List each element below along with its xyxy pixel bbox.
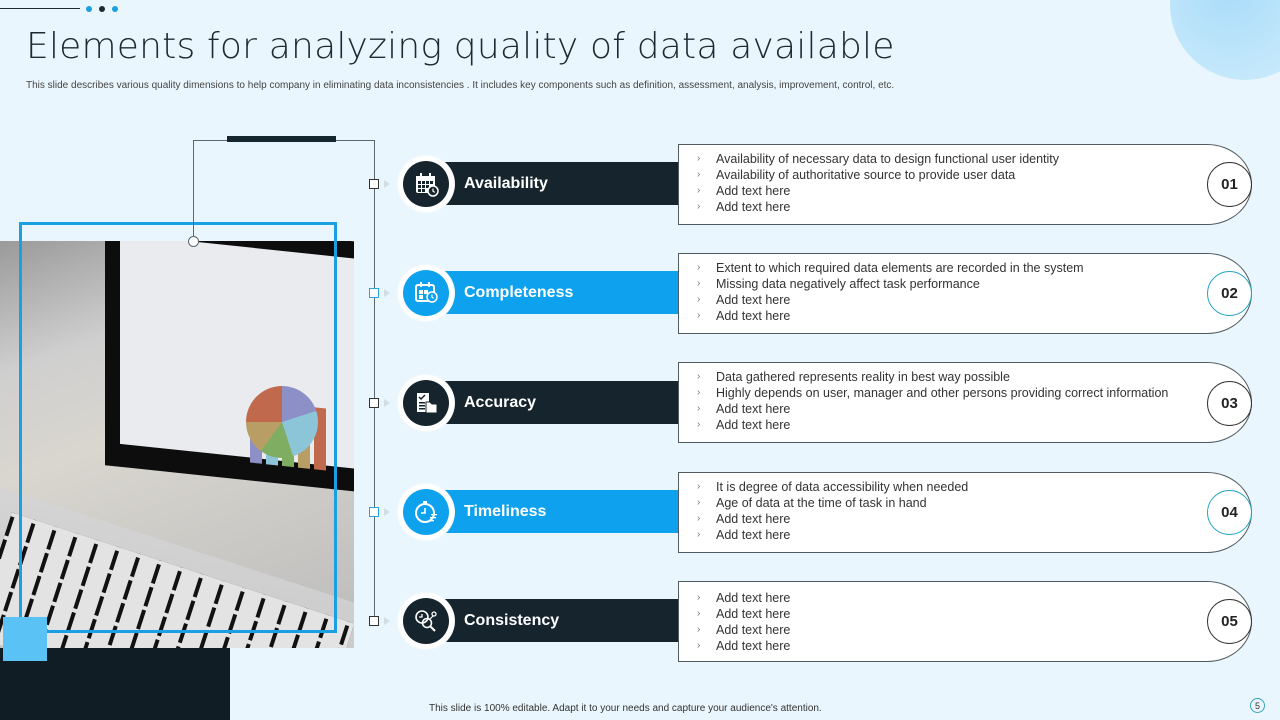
- chevron-right-icon: ›: [697, 481, 701, 492]
- chevron-right-icon: ›: [697, 278, 701, 289]
- connector-node: [369, 507, 379, 517]
- bullet-item: › Add text here: [697, 402, 791, 416]
- item-number-badge: 05: [1207, 599, 1252, 644]
- item-label: Timeliness: [464, 502, 547, 520]
- item-label-bar: [426, 381, 680, 424]
- connector-line: [193, 140, 194, 242]
- item-number-badge: 03: [1207, 381, 1252, 426]
- chevron-right-icon: ›: [697, 201, 701, 212]
- bullet-item: › Add text here: [697, 184, 791, 198]
- connector-dot: [188, 236, 199, 247]
- chevron-right-icon: ›: [697, 640, 701, 651]
- bullet-item: › Add text here: [697, 639, 791, 653]
- item-description-box: [678, 581, 1252, 662]
- item-label: Availability: [464, 174, 548, 192]
- item-icon-ring: [398, 156, 454, 212]
- top-decor-dot: [112, 6, 118, 12]
- bullet-item: › Add text here: [697, 418, 791, 432]
- item-description-box: [678, 472, 1252, 553]
- arrow-icon: [384, 617, 390, 625]
- bullet-item: › Add text here: [697, 309, 791, 323]
- arrow-icon: [384, 289, 390, 297]
- item-description-box: [678, 362, 1252, 443]
- chevron-right-icon: ›: [697, 608, 701, 619]
- item-label: Consistency: [464, 611, 560, 629]
- item-icon-ring: [398, 265, 454, 321]
- connector-line: [374, 140, 375, 621]
- bullet-item: › Add text here: [697, 607, 791, 621]
- bullet-item: › Add text here: [697, 200, 791, 214]
- arrow-icon: [384, 508, 390, 516]
- bullet-item: › Add text here: [697, 293, 791, 307]
- bullet-item: › Extent to which required data elements are recorded in the system: [697, 261, 1084, 275]
- calendar-clock-icon: [403, 161, 449, 207]
- item-label-bar: [426, 490, 680, 533]
- item-number-badge: 04: [1207, 490, 1252, 535]
- item-number-badge: 01: [1207, 162, 1252, 207]
- chevron-right-icon: ›: [697, 592, 701, 603]
- slide-footer: This slide is 100% editable. Adapt it to your needs and capture your audience's attention.: [429, 703, 822, 714]
- photo-frame: [19, 222, 337, 633]
- chevron-right-icon: ›: [697, 403, 701, 414]
- item-icon-ring: [398, 593, 454, 649]
- item-label: Completeness: [464, 283, 574, 301]
- item-label-bar: [426, 162, 680, 205]
- bullet-item: › Add text here: [697, 591, 791, 605]
- item-icon-ring: [398, 484, 454, 540]
- item-description-box: [678, 144, 1252, 225]
- checklist-folder-icon: [403, 380, 449, 426]
- item-label-bar: [426, 599, 680, 642]
- chevron-right-icon: ›: [697, 185, 701, 196]
- bullet-item: › Add text here: [697, 623, 791, 637]
- bullet-item: › Highly depends on user, manager and other persons providing correct information: [697, 386, 1169, 400]
- slide-title: Elements for analyzing quality of data available: [26, 26, 895, 67]
- connector-bar: [227, 136, 336, 142]
- item-label-bar: [426, 271, 680, 314]
- item-icon-ring: [398, 375, 454, 431]
- chevron-right-icon: ›: [697, 387, 701, 398]
- top-decor-dot: [86, 6, 92, 12]
- item-number-badge: 02: [1207, 271, 1252, 316]
- connector-node: [369, 616, 379, 626]
- connector-node: [369, 398, 379, 408]
- bullet-item: › Availability of authoritative source to provide user data: [697, 168, 1016, 182]
- chevron-right-icon: ›: [697, 153, 701, 164]
- chevron-right-icon: ›: [697, 294, 701, 305]
- page-number: 5: [1250, 698, 1265, 713]
- bullet-item: › Age of data at the time of task in hand: [697, 496, 927, 510]
- arrow-icon: [384, 399, 390, 407]
- chevron-right-icon: ›: [697, 513, 701, 524]
- arrow-icon: [384, 180, 390, 188]
- bullet-item: › Add text here: [697, 528, 791, 542]
- connector-node: [369, 179, 379, 189]
- bullet-item: › It is degree of data accessibility when needed: [697, 480, 969, 494]
- item-description-box: [678, 253, 1252, 334]
- chevron-right-icon: ›: [697, 310, 701, 321]
- slide-subtitle: This slide describes various quality dimensions to help company in eliminating data inconsistencies . It includes key components such as definition, assessment, analysis, improvement, control, etc.: [26, 80, 895, 91]
- item-label: Accuracy: [464, 393, 537, 411]
- bullet-item: › Data gathered represents reality in best way possible: [697, 370, 1010, 384]
- chevron-right-icon: ›: [697, 419, 701, 430]
- bullet-item: › Availability of necessary data to design functional user identity: [697, 152, 1060, 166]
- chevron-right-icon: ›: [697, 497, 701, 508]
- chevron-right-icon: ›: [697, 262, 701, 273]
- clock-search-icon: [403, 598, 449, 644]
- top-decor-line: [0, 8, 80, 9]
- chevron-right-icon: ›: [697, 371, 701, 382]
- chevron-right-icon: ›: [697, 169, 701, 180]
- top-decor-dot: [99, 6, 105, 12]
- bullet-item: › Missing data negatively affect task performance: [697, 277, 980, 291]
- bullet-item: › Add text here: [697, 512, 791, 526]
- corner-decor-circle: [1170, 0, 1280, 80]
- chevron-right-icon: ›: [697, 529, 701, 540]
- chevron-right-icon: ›: [697, 624, 701, 635]
- connector-node: [369, 288, 379, 298]
- stopwatch-icon: [403, 489, 449, 535]
- photo-corner-square: [3, 617, 47, 661]
- calendar-check-clock-icon: [403, 270, 449, 316]
